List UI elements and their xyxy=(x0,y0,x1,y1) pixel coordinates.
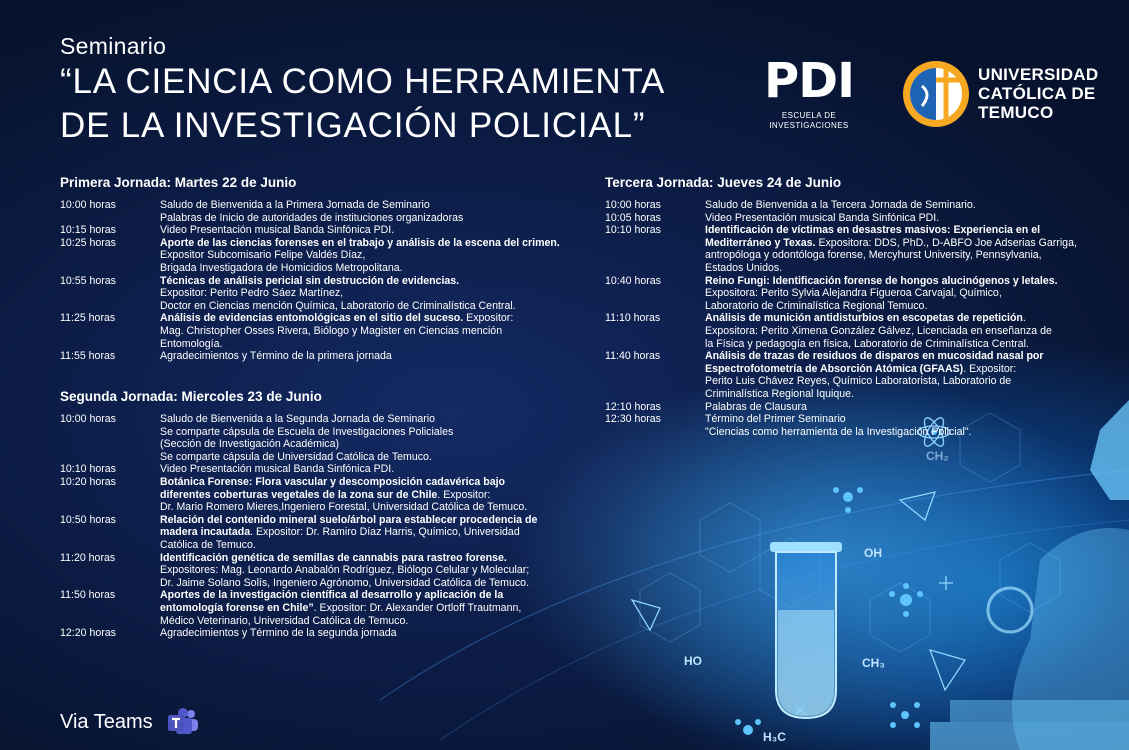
session-line xyxy=(160,199,580,212)
session-line xyxy=(705,426,1125,439)
session-text: Término del Primer Seminario xyxy=(705,413,846,426)
session-description xyxy=(160,514,580,552)
session-text: Expositora: DDS, PhD., D-ABFO Joe Adserias Garriga, xyxy=(815,236,1077,249)
pdi-logo xyxy=(758,55,860,131)
session-text: Expositora: Perito Ximena González Gálvez, Licenciada en enseñanza de xyxy=(705,324,1052,337)
session-time: 10:05 horas xyxy=(605,211,661,224)
session-description xyxy=(160,627,580,640)
session-description xyxy=(705,212,1125,225)
day-3-schedule xyxy=(605,174,1125,438)
session-text: . xyxy=(1022,312,1026,325)
session-topic: Mediterráneo y Texas. xyxy=(705,236,816,249)
session-line xyxy=(160,627,580,640)
session-topic: entomología forense en Chile” xyxy=(160,601,314,614)
title-line-2: DE LA INVESTIGACIÓN POLICIAL” xyxy=(60,106,646,145)
session-line xyxy=(160,438,580,451)
session-line xyxy=(160,350,580,363)
session-topic: Análisis de trazas de residuos de disparos en mucosidad nasal por xyxy=(705,350,1044,363)
session-description xyxy=(705,350,1125,400)
schedule-row xyxy=(60,275,580,313)
session-line xyxy=(705,338,1125,351)
session-text: Expositores: Mag. Leonardo Anabalón Rodríguez, Biólogo Celular y Molecular; xyxy=(160,564,530,577)
session-line xyxy=(160,564,580,577)
footer xyxy=(60,707,199,737)
session-text: Expositor: xyxy=(463,312,514,325)
session-line xyxy=(705,401,1125,414)
session-text: Entomología. xyxy=(160,337,223,350)
session-text: Expositor: Perito Pedro Sáez Martínez, xyxy=(160,287,344,300)
session-description xyxy=(705,199,1125,212)
chem-label-ho: HO xyxy=(684,654,702,668)
session-description xyxy=(705,312,1125,350)
pdi-logo-mark: PDI xyxy=(764,53,854,109)
session-line xyxy=(705,287,1125,300)
session-line xyxy=(160,312,580,325)
day-2-title: Segunda Jornada: Miercoles 23 de Junio xyxy=(60,389,322,404)
session-time: 10:40 horas xyxy=(605,274,661,287)
schedule-row xyxy=(60,589,580,627)
session-text: Video Presentación musical Banda Sinfónica PDI. xyxy=(160,224,395,237)
session-description xyxy=(160,275,580,313)
session-topic: Aportes de la investigación científica al desarrollo y aplicación de la xyxy=(160,589,504,602)
session-description xyxy=(160,589,580,627)
session-topic: madera incautada xyxy=(160,526,251,539)
session-line xyxy=(160,325,580,338)
session-line xyxy=(160,338,580,351)
day-1-schedule xyxy=(60,174,580,363)
session-time: 10:00 horas xyxy=(60,413,116,425)
session-time: 11:55 horas xyxy=(60,350,116,363)
session-text: la Física y pedagogía en física, Laboratorio de Criminalística Central. xyxy=(705,337,1029,350)
session-line xyxy=(705,325,1125,338)
session-time: 11:50 horas xyxy=(60,589,116,602)
session-line xyxy=(160,287,580,300)
session-text: Expositor Subcomisario Felipe Valdés Díaz, xyxy=(160,249,366,262)
session-text: . Expositor: xyxy=(437,488,491,501)
schedule-row xyxy=(60,312,580,350)
schedule-row xyxy=(60,413,580,463)
session-text: Palabras de Inicio de autoridades de instituciones organizadoras xyxy=(160,211,464,224)
session-text: Doctor en Ciencias mención Química, Laboratorio de Criminalística Central. xyxy=(160,299,516,312)
session-topic: Identificación genética de semillas de cannabis para rastreo forense. xyxy=(160,551,507,564)
session-text: Saludo de Bienvenida a la Primera Jornada de Seminario xyxy=(160,199,430,211)
schedule-row xyxy=(605,401,1125,414)
session-text: Video Presentación musical Banda Sinfónica PDI. xyxy=(705,211,940,224)
session-line xyxy=(160,514,580,527)
session-line xyxy=(160,526,580,539)
session-text: Dr. Jaime Solano Solís, Ingeniero Agrónomo, Universidad Católica de Temuco. xyxy=(160,576,530,589)
schedule-row xyxy=(60,627,580,640)
session-time: 10:50 horas xyxy=(60,513,116,526)
seminar-kicker: Seminario xyxy=(60,33,167,59)
session-text: . Expositor: xyxy=(963,362,1017,375)
session-line xyxy=(705,275,1125,288)
uct-emblem-icon xyxy=(902,60,970,128)
session-text: Saludo de Bienvenida a la Segunda Jornada de Seminario xyxy=(160,413,436,425)
session-time: 11:20 horas xyxy=(60,551,116,564)
session-text: Brigada Investigadora de Homicidios Metropolitana. xyxy=(160,261,403,274)
session-description xyxy=(160,463,580,476)
session-time: 12:30 horas xyxy=(605,413,661,426)
session-time: 10:15 horas xyxy=(60,224,116,237)
session-line xyxy=(705,363,1125,376)
session-text: Católica de Temuco. xyxy=(160,538,256,551)
schedule-row xyxy=(605,350,1125,400)
session-topic: Relación del contenido mineral suelo/árbol para establecer procedencia de xyxy=(160,513,538,526)
session-line xyxy=(160,237,580,250)
uct-name-line-2: CATÓLICA DE xyxy=(978,84,1096,103)
session-line xyxy=(705,262,1125,275)
session-text: (Sección de Investigación Académica) xyxy=(160,438,340,451)
session-line xyxy=(705,237,1125,250)
session-time: 12:20 horas xyxy=(60,627,116,640)
session-description xyxy=(160,552,580,590)
session-line xyxy=(705,388,1125,401)
session-description xyxy=(160,476,580,514)
session-topic: Reino Fungi: Identificación forense de hongos alucinógenos y letales. xyxy=(705,274,1058,287)
session-time: 10:20 horas xyxy=(60,475,116,488)
day-1-rows xyxy=(60,199,580,363)
session-text: Dr. Mario Romero Mieres,Ingeniero Forestal, Universidad Católica de Temuco. xyxy=(160,501,528,514)
chem-label-ch2: CH₂ xyxy=(926,449,949,463)
session-description xyxy=(705,224,1125,274)
session-time: 12:10 horas xyxy=(605,400,661,413)
session-text: Se comparte cápsula de Universidad Católica de Temuco. xyxy=(160,450,432,463)
session-line xyxy=(160,552,580,565)
session-line xyxy=(160,275,580,288)
session-line xyxy=(705,300,1125,313)
session-topic: Aporte de las ciencias forenses en el trabajo y análisis de la escena del crimen. xyxy=(160,236,560,249)
session-line xyxy=(160,224,580,237)
session-line xyxy=(705,375,1125,388)
session-line xyxy=(705,312,1125,325)
schedule-row xyxy=(60,224,580,237)
session-description xyxy=(160,413,580,463)
session-description xyxy=(705,401,1125,414)
session-time: 10:10 horas xyxy=(60,463,116,476)
schedule-row xyxy=(605,199,1125,212)
session-line xyxy=(160,577,580,590)
uct-name-line-3: TEMUCO xyxy=(978,103,1054,122)
session-line xyxy=(160,451,580,464)
session-description xyxy=(160,224,580,237)
session-time: 10:10 horas xyxy=(605,224,661,237)
session-description xyxy=(160,199,580,224)
uct-name-line-1: UNIVERSIDAD xyxy=(978,65,1099,84)
day-1-title: Primera Jornada: Martes 22 de Junio xyxy=(60,175,297,190)
schedule-row xyxy=(605,275,1125,313)
session-text: Mag. Christopher Osses Rivera, Biólogo y Magister en Ciencias mención xyxy=(160,324,503,337)
schedule-row xyxy=(60,199,580,224)
session-line xyxy=(160,212,580,225)
session-time: 11:25 horas xyxy=(60,312,116,325)
session-line xyxy=(160,413,580,426)
session-line xyxy=(705,350,1125,363)
schedule-row xyxy=(60,552,580,590)
session-line xyxy=(160,262,580,275)
session-line xyxy=(160,615,580,628)
schedule-row xyxy=(60,463,580,476)
chem-label-oh: OH xyxy=(864,546,882,560)
session-line xyxy=(705,413,1125,426)
session-line xyxy=(160,426,580,439)
session-text: Agradecimientos y Término de la primera jornada xyxy=(160,350,392,363)
session-text: Video Presentación musical Banda Sinfónica PDI. xyxy=(160,463,395,476)
session-text: Criminalística Regional Iquique. xyxy=(705,387,854,400)
day-2-schedule xyxy=(60,388,580,640)
session-topic: Identificación de víctimas en desastres masivos: Experiencia en el xyxy=(705,224,1041,237)
schedule-row xyxy=(60,514,580,552)
pdi-logo-subtitle-1: ESCUELA DE xyxy=(781,111,837,120)
day-3-rows xyxy=(605,199,1125,438)
chem-label-h3c: H₃C xyxy=(763,730,786,744)
session-time: 10:00 horas xyxy=(605,199,661,211)
session-description xyxy=(160,312,580,350)
session-description xyxy=(705,275,1125,313)
pdi-logo-subtitle-2: INVESTIGACIONES xyxy=(769,121,849,130)
session-line xyxy=(160,589,580,602)
session-line xyxy=(160,501,580,514)
session-description xyxy=(705,413,1125,438)
day-3-title: Tercera Jornada: Jueves 24 de Junio xyxy=(605,175,842,190)
session-topic: Botánica Forense: Flora vascular y descomposición cadavérica bajo xyxy=(160,475,506,488)
schedule-row xyxy=(605,212,1125,225)
session-description xyxy=(160,350,580,363)
teams-icon xyxy=(167,707,199,737)
via-teams-label: Via Teams xyxy=(60,710,153,733)
session-time: 11:40 horas xyxy=(605,350,661,363)
session-line xyxy=(160,300,580,313)
session-text: Perito Luis Chávez Reyes, Químico Laboratorista, Laboratorio de xyxy=(705,375,1012,388)
session-time: 10:00 horas xyxy=(60,199,116,211)
session-line xyxy=(705,212,1125,225)
schedule-row xyxy=(60,350,580,363)
session-text: antropóloga y odontóloga forense, Mercyhurst University, Pennsylvania, xyxy=(705,249,1042,262)
session-text: Laboratorio de Criminalística Regional Temuco. xyxy=(705,299,928,312)
session-line xyxy=(705,199,1125,212)
session-topic: Análisis de evidencias entomológicas en el sitio del suceso. xyxy=(160,312,464,325)
page-title xyxy=(60,60,665,148)
day-2-rows xyxy=(60,413,580,640)
schedule-row xyxy=(60,476,580,514)
schedule-row xyxy=(605,413,1125,438)
session-line xyxy=(705,249,1125,262)
uct-name xyxy=(978,65,1098,122)
session-text: Palabras de Clausura xyxy=(705,400,807,413)
chem-label-ch3: CH₃ xyxy=(862,656,885,670)
session-text: . Expositor: Dr. Ramiro Díaz Harris, Químico, Universidad xyxy=(250,526,520,539)
schedule-row xyxy=(605,312,1125,350)
session-line xyxy=(160,476,580,489)
session-text: Saludo de Bienvenida a la Tercera Jornada de Seminario. xyxy=(705,199,976,211)
session-text: Médico Veterinario, Universidad Católica de Temuco. xyxy=(160,614,409,627)
session-line xyxy=(160,463,580,476)
session-line xyxy=(160,602,580,615)
session-description xyxy=(160,237,580,275)
session-topic: Espectrofotometría de Absorción Atómica (GFAAS) xyxy=(705,362,964,375)
session-topic: Técnicas de análisis pericial sin destrucción de evidencias. xyxy=(160,274,460,287)
session-text: Expositora: Perito Sylvia Alejandra Figueroa Carvajal, Químico, xyxy=(705,287,1002,300)
session-text: Se comparte cápsula de Escuela de Investigaciones Policiales xyxy=(160,425,454,438)
session-line xyxy=(160,539,580,552)
session-line xyxy=(160,249,580,262)
session-line xyxy=(160,489,580,502)
schedule-row xyxy=(60,237,580,275)
session-line xyxy=(705,224,1125,237)
session-text: Agradecimientos y Término de la segunda jornada xyxy=(160,627,397,640)
session-text: Estados Unidos. xyxy=(705,261,783,274)
schedule-row xyxy=(605,224,1125,274)
session-text: . Expositor: Dr. Alexander Ortloff Trautmann, xyxy=(313,601,522,614)
session-text: "Ciencias como herramienta de la Investigación Policial". xyxy=(705,425,972,438)
session-topic: Análisis de munición antidisturbios en escopetas de repetición xyxy=(705,312,1023,325)
session-time: 10:25 horas xyxy=(60,236,116,249)
uct-logo xyxy=(902,60,1117,130)
session-time: 11:10 horas xyxy=(605,312,661,325)
session-time: 10:55 horas xyxy=(60,274,116,287)
title-line-1: “LA CIENCIA COMO HERRAMIENTA xyxy=(60,62,666,101)
session-topic: diferentes coberturas vegetales de la zona sur de Chile xyxy=(160,488,438,501)
